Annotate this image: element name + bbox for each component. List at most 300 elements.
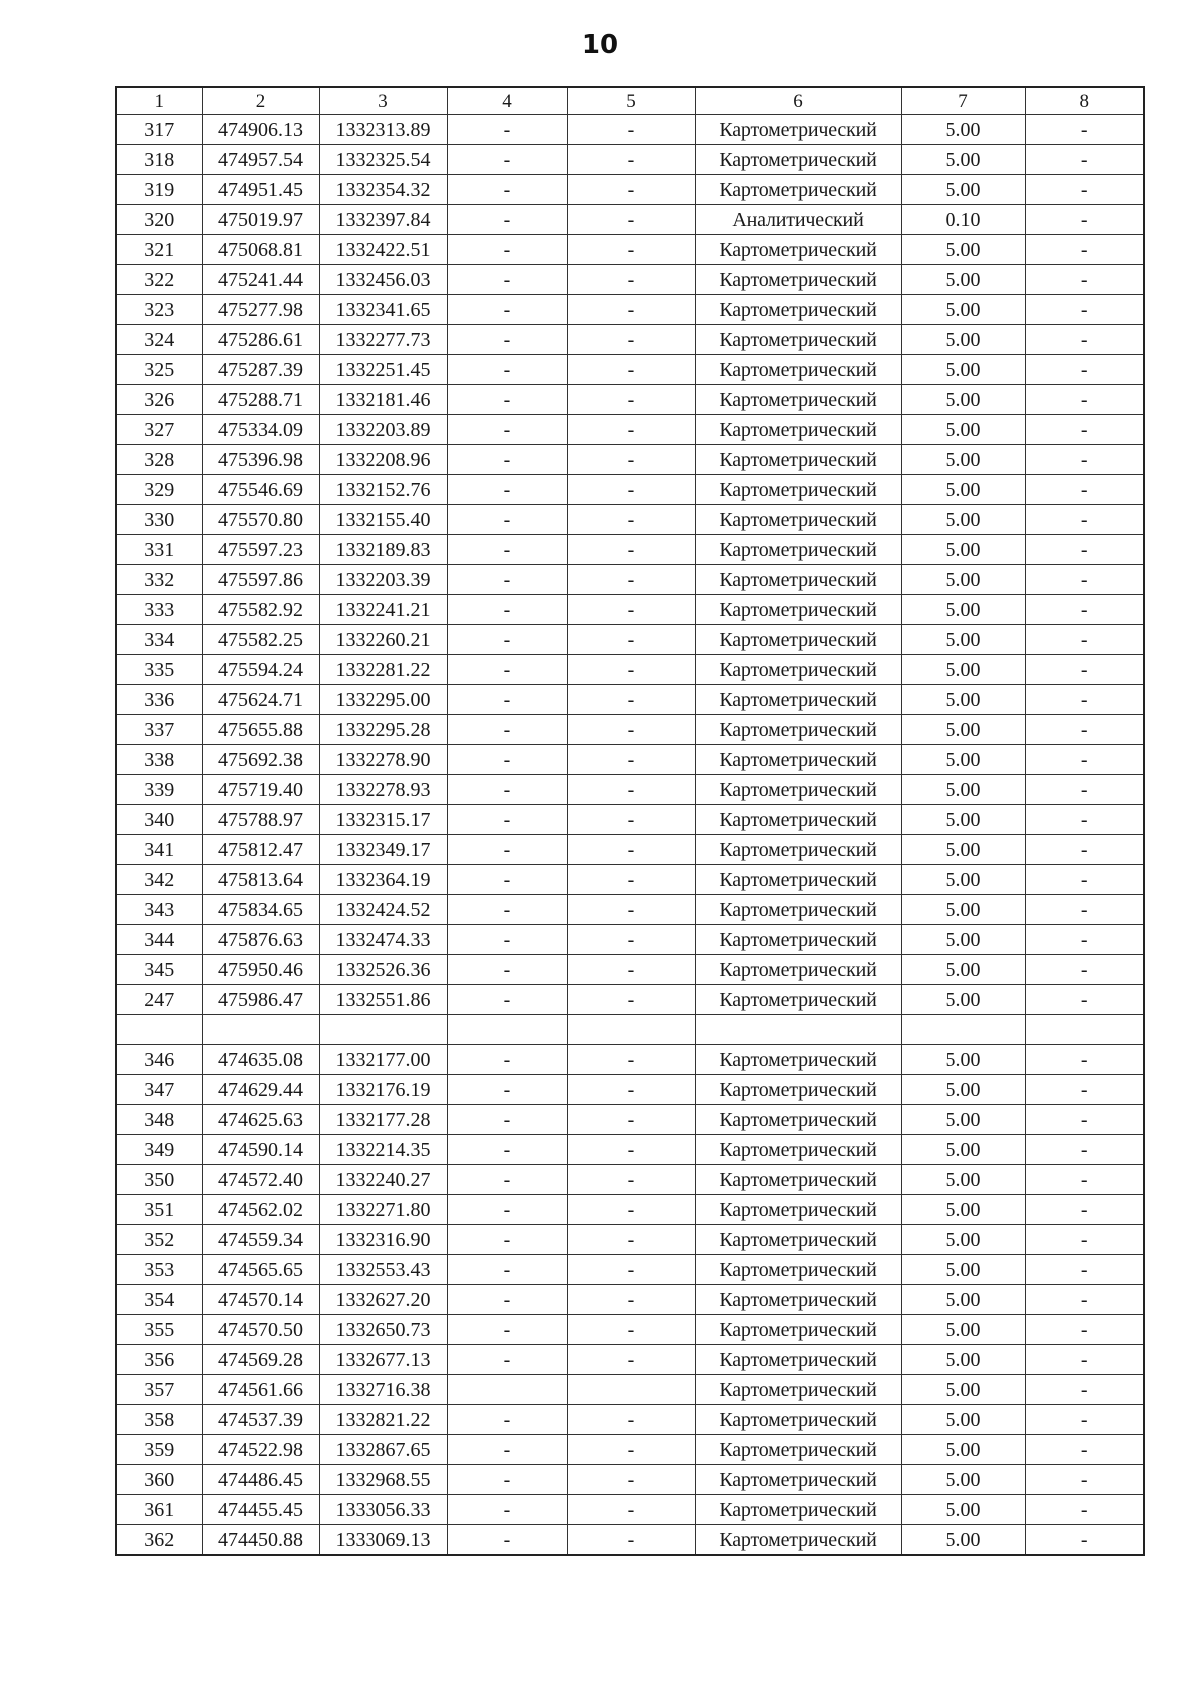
- accuracy-cell: 5.00: [901, 475, 1025, 505]
- col8-cell: -: [1025, 1165, 1144, 1195]
- accuracy-cell: 5.00: [901, 385, 1025, 415]
- col8-cell: -: [1025, 1345, 1144, 1375]
- col8-cell: -: [1025, 895, 1144, 925]
- col5-cell: -: [567, 325, 695, 355]
- table-row: [116, 1435, 1144, 1465]
- col4-cell: -: [447, 1405, 567, 1435]
- y-coordinate-cell: 1332627.20: [319, 1285, 447, 1315]
- x-coordinate-cell: 475950.46: [202, 955, 319, 985]
- col5-cell: -: [567, 1105, 695, 1135]
- col8-cell: -: [1025, 1465, 1144, 1495]
- point-number-cell: 334: [116, 625, 202, 655]
- col8-cell: -: [1025, 745, 1144, 775]
- col8-cell: -: [1025, 565, 1144, 595]
- col5-cell: -: [567, 535, 695, 565]
- table-row: [116, 1225, 1144, 1255]
- table-row: [116, 475, 1144, 505]
- method-cell: Картометрический: [695, 805, 901, 835]
- y-coordinate-cell: 1332152.76: [319, 475, 447, 505]
- x-coordinate-cell: 475241.44: [202, 265, 319, 295]
- y-coordinate-cell: 1332821.22: [319, 1405, 447, 1435]
- y-coordinate-cell: 1332553.43: [319, 1255, 447, 1285]
- method-cell: Картометрический: [695, 355, 901, 385]
- x-coordinate-cell: 475655.88: [202, 715, 319, 745]
- method-cell: Картометрический: [695, 385, 901, 415]
- y-coordinate-cell: 1332424.52: [319, 895, 447, 925]
- y-coordinate-cell: 1332177.28: [319, 1105, 447, 1135]
- point-number-cell: 331: [116, 535, 202, 565]
- table-row: [116, 235, 1144, 265]
- accuracy-cell: 5.00: [901, 1465, 1025, 1495]
- table-row: [116, 895, 1144, 925]
- accuracy-cell: 5.00: [901, 265, 1025, 295]
- y-coordinate-cell: 1332260.21: [319, 625, 447, 655]
- table-row: [116, 415, 1144, 445]
- method-cell: Картометрический: [695, 1165, 901, 1195]
- col5-cell: -: [567, 925, 695, 955]
- x-coordinate-cell: 474522.98: [202, 1435, 319, 1465]
- table-row: [116, 1135, 1144, 1165]
- col5-cell: -: [567, 895, 695, 925]
- point-number-cell: 351: [116, 1195, 202, 1225]
- table-row: [116, 1015, 1144, 1045]
- x-coordinate-cell: 475813.64: [202, 865, 319, 895]
- col8-cell: -: [1025, 265, 1144, 295]
- col4-cell: -: [447, 295, 567, 325]
- table-header-row: [116, 87, 1144, 115]
- method-cell: Картометрический: [695, 415, 901, 445]
- col5-cell: -: [567, 1255, 695, 1285]
- col8-cell: -: [1025, 805, 1144, 835]
- accuracy-cell: 5.00: [901, 115, 1025, 145]
- y-coordinate-cell: 1332526.36: [319, 955, 447, 985]
- method-cell: Картометрический: [695, 445, 901, 475]
- col4-cell: -: [447, 1105, 567, 1135]
- method-cell: Картометрический: [695, 955, 901, 985]
- accuracy-cell: 5.00: [901, 1255, 1025, 1285]
- x-coordinate-cell: 474561.66: [202, 1375, 319, 1405]
- table-row: [116, 385, 1144, 415]
- point-number-cell: 345: [116, 955, 202, 985]
- table-row: [116, 1495, 1144, 1525]
- col5-cell: -: [567, 265, 695, 295]
- col8-cell: -: [1025, 595, 1144, 625]
- col5-cell: -: [567, 685, 695, 715]
- col5-cell: -: [567, 1315, 695, 1345]
- point-number-cell: 350: [116, 1165, 202, 1195]
- point-number-cell: 320: [116, 205, 202, 235]
- point-number-cell: 317: [116, 115, 202, 145]
- col8-cell: -: [1025, 355, 1144, 385]
- col4-cell: -: [447, 1135, 567, 1165]
- col8-cell: -: [1025, 715, 1144, 745]
- method-cell: Аналитический: [695, 205, 901, 235]
- col4-cell: -: [447, 1225, 567, 1255]
- accuracy-cell: 5.00: [901, 715, 1025, 745]
- point-number-cell: 353: [116, 1255, 202, 1285]
- y-coordinate-cell: 1332176.19: [319, 1075, 447, 1105]
- point-number-cell: 347: [116, 1075, 202, 1105]
- col8-cell: -: [1025, 1105, 1144, 1135]
- col5-cell: -: [567, 1195, 695, 1225]
- accuracy-cell: 5.00: [901, 1345, 1025, 1375]
- col8-cell: -: [1025, 475, 1144, 505]
- col5-cell: -: [567, 205, 695, 235]
- table-row: [116, 955, 1144, 985]
- x-coordinate-cell: 475396.98: [202, 445, 319, 475]
- col8-cell: -: [1025, 1315, 1144, 1345]
- method-cell: Картометрический: [695, 745, 901, 775]
- table-row: [116, 1525, 1144, 1556]
- col8-cell: -: [1025, 625, 1144, 655]
- col8-cell: -: [1025, 925, 1144, 955]
- method-cell: Картометрический: [695, 985, 901, 1015]
- y-coordinate-cell: 1332867.65: [319, 1435, 447, 1465]
- x-coordinate-cell: 475834.65: [202, 895, 319, 925]
- y-coordinate-cell: 1332271.80: [319, 1195, 447, 1225]
- col8-cell: -: [1025, 235, 1144, 265]
- col8-cell: -: [1025, 325, 1144, 355]
- col4-cell: -: [447, 985, 567, 1015]
- point-number-cell: 338: [116, 745, 202, 775]
- col4-cell: -: [447, 205, 567, 235]
- accuracy-cell: 5.00: [901, 505, 1025, 535]
- col5-cell: -: [567, 1405, 695, 1435]
- col8-cell: -: [1025, 205, 1144, 235]
- table-row: [116, 325, 1144, 355]
- col4-cell: -: [447, 145, 567, 175]
- point-number-cell: 359: [116, 1435, 202, 1465]
- method-cell: Картометрический: [695, 1405, 901, 1435]
- col4-cell: -: [447, 115, 567, 145]
- table-row: [116, 1075, 1144, 1105]
- col8-cell: -: [1025, 295, 1144, 325]
- x-coordinate-cell: 474572.40: [202, 1165, 319, 1195]
- table-row: [116, 175, 1144, 205]
- method-cell: Картометрический: [695, 1075, 901, 1105]
- y-coordinate-cell: 1332203.89: [319, 415, 447, 445]
- col4-cell: -: [447, 415, 567, 445]
- accuracy-cell: 5.00: [901, 445, 1025, 475]
- accuracy-cell: 5.00: [901, 1315, 1025, 1345]
- col4-cell: -: [447, 595, 567, 625]
- col8-cell: -: [1025, 175, 1144, 205]
- col4-cell: -: [447, 895, 567, 925]
- method-cell: Картометрический: [695, 1195, 901, 1225]
- method-cell: Картометрический: [695, 1045, 901, 1075]
- col4-cell: -: [447, 1495, 567, 1525]
- col5-cell: -: [567, 355, 695, 385]
- point-number-cell: 321: [116, 235, 202, 265]
- table-row: [116, 565, 1144, 595]
- col4-cell: -: [447, 565, 567, 595]
- x-coordinate-cell: 474450.88: [202, 1525, 319, 1556]
- col5-cell: -: [567, 1465, 695, 1495]
- col8-cell: -: [1025, 1375, 1144, 1405]
- col4-cell: -: [447, 775, 567, 805]
- table-row: [116, 805, 1144, 835]
- accuracy-cell: [901, 1015, 1025, 1045]
- point-number-cell: 343: [116, 895, 202, 925]
- point-number-cell: 332: [116, 565, 202, 595]
- accuracy-cell: 5.00: [901, 295, 1025, 325]
- col8-cell: -: [1025, 385, 1144, 415]
- accuracy-cell: 5.00: [901, 1105, 1025, 1135]
- point-number-cell: 360: [116, 1465, 202, 1495]
- table-row: [116, 115, 1144, 145]
- table-row: [116, 1285, 1144, 1315]
- accuracy-cell: 5.00: [901, 865, 1025, 895]
- y-coordinate-cell: 1332349.17: [319, 835, 447, 865]
- col5-cell: -: [567, 1345, 695, 1375]
- method-cell: Картометрический: [695, 235, 901, 265]
- table-row: [116, 865, 1144, 895]
- method-cell: Картометрический: [695, 1135, 901, 1165]
- method-cell: Картометрический: [695, 1225, 901, 1255]
- y-coordinate-cell: 1332181.46: [319, 385, 447, 415]
- col5-cell: -: [567, 115, 695, 145]
- y-coordinate-cell: 1332177.00: [319, 1045, 447, 1075]
- x-coordinate-cell: 475719.40: [202, 775, 319, 805]
- accuracy-cell: 5.00: [901, 655, 1025, 685]
- x-coordinate-cell: 475570.80: [202, 505, 319, 535]
- x-coordinate-cell: 475582.92: [202, 595, 319, 625]
- col5-cell: -: [567, 1045, 695, 1075]
- point-number-cell: 357: [116, 1375, 202, 1405]
- table-row: [116, 1255, 1144, 1285]
- method-cell: Картометрический: [695, 925, 901, 955]
- method-cell: Картометрический: [695, 1495, 901, 1525]
- col5-cell: -: [567, 1495, 695, 1525]
- col4-cell: -: [447, 505, 567, 535]
- x-coordinate-cell: 475812.47: [202, 835, 319, 865]
- col8-cell: -: [1025, 115, 1144, 145]
- col5-cell: -: [567, 655, 695, 685]
- x-coordinate-cell: 475287.39: [202, 355, 319, 385]
- accuracy-cell: 5.00: [901, 595, 1025, 625]
- method-cell: Картометрический: [695, 685, 901, 715]
- accuracy-cell: 5.00: [901, 1195, 1025, 1225]
- point-number-cell: 325: [116, 355, 202, 385]
- y-coordinate-cell: 1332397.84: [319, 205, 447, 235]
- y-coordinate-cell: [319, 1015, 447, 1045]
- col5-cell: -: [567, 1075, 695, 1105]
- col4-cell: -: [447, 1255, 567, 1285]
- col4-cell: -: [447, 1465, 567, 1495]
- method-cell: Картометрический: [695, 865, 901, 895]
- point-number-cell: 323: [116, 295, 202, 325]
- col4-cell: -: [447, 1435, 567, 1465]
- point-number-cell: 354: [116, 1285, 202, 1315]
- table-row: [116, 1195, 1144, 1225]
- point-number-cell: 356: [116, 1345, 202, 1375]
- accuracy-cell: 5.00: [901, 1135, 1025, 1165]
- accuracy-cell: 5.00: [901, 1405, 1025, 1435]
- col5-cell: -: [567, 445, 695, 475]
- x-coordinate-cell: 474570.14: [202, 1285, 319, 1315]
- col5-cell: -: [567, 625, 695, 655]
- point-number-cell: 318: [116, 145, 202, 175]
- col5-cell: -: [567, 835, 695, 865]
- table-row: [116, 1405, 1144, 1435]
- table-row: [116, 295, 1144, 325]
- x-coordinate-cell: 474635.08: [202, 1045, 319, 1075]
- table-row: [116, 1315, 1144, 1345]
- table-row: [116, 445, 1144, 475]
- x-coordinate-cell: 474559.34: [202, 1225, 319, 1255]
- col5-cell: -: [567, 1525, 695, 1556]
- accuracy-cell: 5.00: [901, 355, 1025, 385]
- table-row: [116, 1045, 1144, 1075]
- method-cell: Картометрический: [695, 895, 901, 925]
- table-row: [116, 925, 1144, 955]
- point-number-cell: 341: [116, 835, 202, 865]
- point-number-cell: 330: [116, 505, 202, 535]
- table-row: [116, 655, 1144, 685]
- col4-cell: -: [447, 385, 567, 415]
- y-coordinate-cell: 1332240.27: [319, 1165, 447, 1195]
- x-coordinate-cell: 475597.86: [202, 565, 319, 595]
- col4-cell: -: [447, 805, 567, 835]
- y-coordinate-cell: 1332456.03: [319, 265, 447, 295]
- table-row: [116, 625, 1144, 655]
- x-coordinate-cell: 474562.02: [202, 1195, 319, 1225]
- col4-cell: -: [447, 1525, 567, 1556]
- col8-cell: -: [1025, 1075, 1144, 1105]
- method-cell: Картометрический: [695, 1345, 901, 1375]
- method-cell: Картометрический: [695, 145, 901, 175]
- method-cell: Картометрический: [695, 295, 901, 325]
- point-number-cell: 333: [116, 595, 202, 625]
- accuracy-cell: 5.00: [901, 835, 1025, 865]
- table-row: [116, 505, 1144, 535]
- y-coordinate-cell: 1332208.96: [319, 445, 447, 475]
- col4-cell: -: [447, 685, 567, 715]
- col4-cell: -: [447, 1285, 567, 1315]
- point-number-cell: 247: [116, 985, 202, 1015]
- y-coordinate-cell: 1332551.86: [319, 985, 447, 1015]
- table-body: [116, 115, 1144, 1556]
- y-coordinate-cell: 1332650.73: [319, 1315, 447, 1345]
- method-cell: Картометрический: [695, 475, 901, 505]
- col4-cell: -: [447, 445, 567, 475]
- point-number-cell: 337: [116, 715, 202, 745]
- x-coordinate-cell: 474570.50: [202, 1315, 319, 1345]
- accuracy-cell: 5.00: [901, 985, 1025, 1015]
- accuracy-cell: 5.00: [901, 1165, 1025, 1195]
- col5-cell: -: [567, 505, 695, 535]
- col4-cell: -: [447, 265, 567, 295]
- point-number-cell: 358: [116, 1405, 202, 1435]
- col4-cell: -: [447, 325, 567, 355]
- col8-cell: -: [1025, 1045, 1144, 1075]
- point-number-cell: 361: [116, 1495, 202, 1525]
- point-number-cell: 362: [116, 1525, 202, 1556]
- accuracy-cell: 5.00: [901, 925, 1025, 955]
- y-coordinate-cell: 1332364.19: [319, 865, 447, 895]
- table-row: [116, 535, 1144, 565]
- table-row: [116, 1375, 1144, 1405]
- col8-cell: -: [1025, 1405, 1144, 1435]
- col5-cell: -: [567, 145, 695, 175]
- x-coordinate-cell: 474906.13: [202, 115, 319, 145]
- col5-cell: -: [567, 1285, 695, 1315]
- method-cell: Картометрический: [695, 655, 901, 685]
- y-coordinate-cell: 1332278.93: [319, 775, 447, 805]
- column-header: 4: [447, 87, 567, 115]
- x-coordinate-cell: 475986.47: [202, 985, 319, 1015]
- y-coordinate-cell: 1332214.35: [319, 1135, 447, 1165]
- x-coordinate-cell: 474455.45: [202, 1495, 319, 1525]
- table-row: [116, 145, 1144, 175]
- point-number-cell: 344: [116, 925, 202, 955]
- y-coordinate-cell: 1332241.21: [319, 595, 447, 625]
- col4-cell: -: [447, 175, 567, 205]
- point-number-cell: 324: [116, 325, 202, 355]
- coordinates-table: [115, 86, 1145, 1556]
- accuracy-cell: 5.00: [901, 1045, 1025, 1075]
- x-coordinate-cell: 474565.65: [202, 1255, 319, 1285]
- accuracy-cell: 5.00: [901, 805, 1025, 835]
- col5-cell: -: [567, 175, 695, 205]
- y-coordinate-cell: 1332203.39: [319, 565, 447, 595]
- point-number-cell: 355: [116, 1315, 202, 1345]
- col8-cell: -: [1025, 505, 1144, 535]
- y-coordinate-cell: 1332677.13: [319, 1345, 447, 1375]
- point-number-cell: 329: [116, 475, 202, 505]
- point-number-cell: 327: [116, 415, 202, 445]
- y-coordinate-cell: 1332313.89: [319, 115, 447, 145]
- method-cell: Картометрический: [695, 775, 901, 805]
- method-cell: Картометрический: [695, 565, 901, 595]
- col4-cell: -: [447, 625, 567, 655]
- accuracy-cell: 5.00: [901, 1075, 1025, 1105]
- point-number-cell: 319: [116, 175, 202, 205]
- x-coordinate-cell: 474486.45: [202, 1465, 319, 1495]
- column-header: 5: [567, 87, 695, 115]
- col5-cell: -: [567, 235, 695, 265]
- col5-cell: -: [567, 565, 695, 595]
- y-coordinate-cell: 1332716.38: [319, 1375, 447, 1405]
- y-coordinate-cell: 1332354.32: [319, 175, 447, 205]
- col5-cell: -: [567, 415, 695, 445]
- y-coordinate-cell: 1332295.00: [319, 685, 447, 715]
- point-number-cell: 336: [116, 685, 202, 715]
- point-number-cell: 348: [116, 1105, 202, 1135]
- method-cell: Картометрический: [695, 115, 901, 145]
- col5-cell: -: [567, 955, 695, 985]
- col4-cell: -: [447, 475, 567, 505]
- accuracy-cell: 5.00: [901, 685, 1025, 715]
- column-header: 2: [202, 87, 319, 115]
- col5-cell: -: [567, 775, 695, 805]
- accuracy-cell: 5.00: [901, 415, 1025, 445]
- col4-cell: -: [447, 535, 567, 565]
- y-coordinate-cell: 1332155.40: [319, 505, 447, 535]
- accuracy-cell: 5.00: [901, 1285, 1025, 1315]
- col4-cell: -: [447, 955, 567, 985]
- point-number-cell: 342: [116, 865, 202, 895]
- col5-cell: -: [567, 595, 695, 625]
- col8-cell: -: [1025, 535, 1144, 565]
- col4-cell: [447, 1375, 567, 1405]
- y-coordinate-cell: 1332422.51: [319, 235, 447, 265]
- col8-cell: -: [1025, 1435, 1144, 1465]
- point-number-cell: 339: [116, 775, 202, 805]
- x-coordinate-cell: 475068.81: [202, 235, 319, 265]
- col5-cell: -: [567, 985, 695, 1015]
- y-coordinate-cell: 1332251.45: [319, 355, 447, 385]
